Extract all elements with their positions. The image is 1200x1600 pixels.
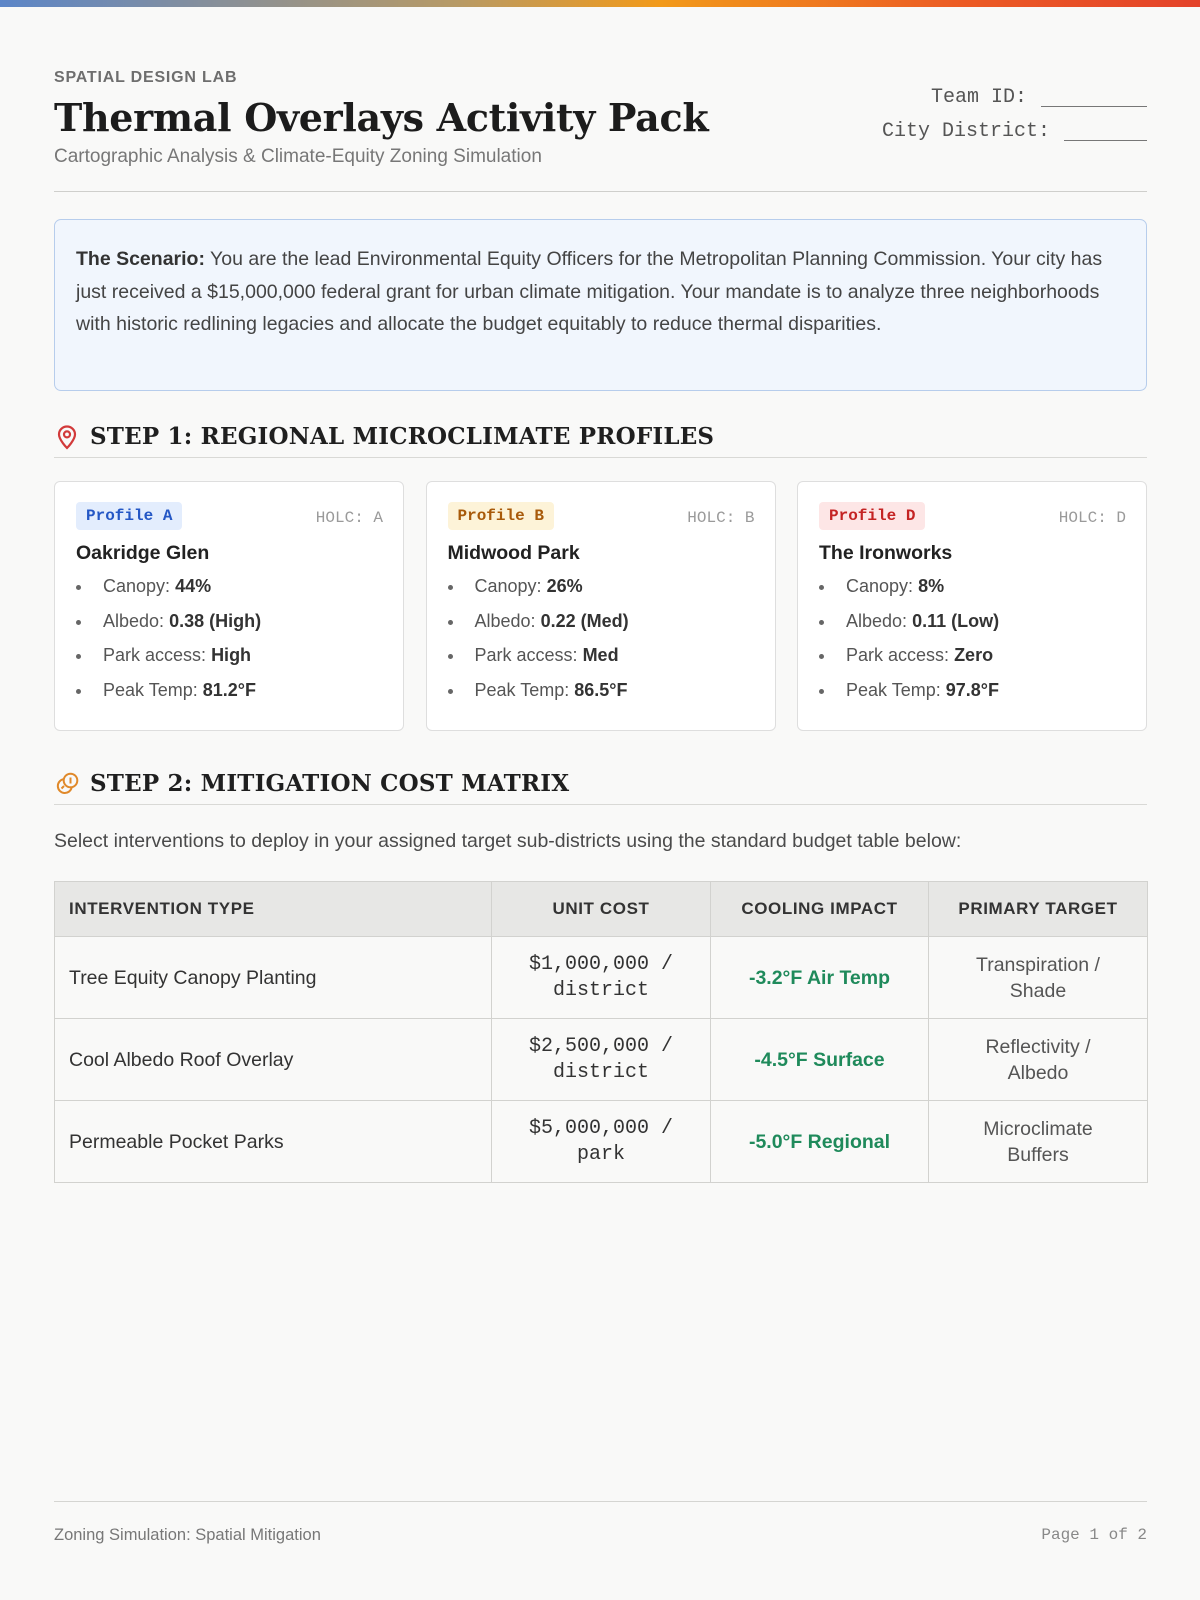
table-header-row [55,882,1148,937]
profile-stats [819,569,1126,707]
albedo-value: 0.11 (Low) [912,610,1000,631]
profile-cards [54,481,1147,731]
neighborhood-name: Midwood Park [447,542,580,564]
page-number: Page 1 of 2 [1041,1526,1147,1544]
page-title: Thermal Overlays Activity Pack [54,95,709,140]
albedo-value: 0.38 (High) [169,610,262,631]
intervention-type: Permeable Pocket Parks [55,1101,492,1183]
park-value: Zero [954,645,994,665]
list-item: Peak Temp: 86.5°F [448,673,755,708]
profile-stats [76,569,383,707]
profile-stats [448,569,755,707]
coins-icon [54,771,80,797]
map-pin-icon [54,424,80,450]
profile-card-d [797,481,1147,731]
page-footer [54,1501,1147,1561]
profile-tag: Profile B [448,502,554,530]
team-info [882,80,1147,148]
step1-header [54,416,1147,458]
canopy-value: 8% [918,576,945,596]
peak-temp-value: 81.2°F [202,679,256,700]
lab-name: SPATIAL DESIGN LAB [54,69,238,86]
primary-target: Transpiration / Shade [929,937,1148,1019]
city-district-label: City District: [881,119,1050,143]
profile-tag: Profile A [76,502,182,530]
step2-header [54,763,1147,805]
cooling-impact: -5.0°F Regional [711,1101,929,1183]
peak-temp-value: 97.8°F [945,679,999,700]
intervention-type: Tree Equity Canopy Planting [55,937,492,1019]
holc-grade: HOLC: B [687,509,755,527]
list-item: Albedo: 0.11 (Low) [819,604,1126,639]
footer-label: Zoning Simulation: Spatial Mitigation [54,1526,321,1544]
cooling-impact: -3.2°F Air Temp [711,937,929,1019]
scenario-label: The Scenario: [76,248,205,270]
profile-tag: Profile D [819,502,925,530]
list-item: Peak Temp: 81.2°F [76,673,383,708]
profile-card-a [54,481,404,731]
cost-matrix-table [54,881,1148,1183]
scenario-box [54,219,1147,391]
list-item: Albedo: 0.22 (Med) [448,604,755,639]
worksheet-page [54,0,1147,1544]
list-item: Canopy: 44% [76,569,383,604]
list-item: Canopy: 8% [819,569,1126,604]
team-id-label: Team ID: [930,85,1027,109]
column-header: PRIMARY TARGET [929,882,1148,937]
step2-instructions: Select interventions to deploy in your assigned target sub-districts using the standard budget table below: [54,830,962,852]
list-item: Peak Temp: 97.8°F [819,673,1126,708]
page-subtitle: Cartographic Analysis & Climate-Equity Zoning Simulation [54,146,542,167]
table-row [55,1101,1148,1183]
table-row [55,1019,1148,1101]
unit-cost: $5,000,000 / park [492,1101,711,1183]
page-header [54,0,1147,192]
primary-target: Reflectivity / Albedo [929,1019,1148,1101]
profile-card-b [426,481,776,731]
albedo-value: 0.22 (Med) [540,610,629,631]
table-row [55,937,1148,1019]
list-item: Park access: Zero [819,638,1126,673]
park-value: High [211,645,252,665]
list-item: Park access: Med [448,638,755,673]
canopy-value: 26% [546,576,583,596]
holc-grade: HOLC: A [315,509,383,527]
park-value: Med [582,645,619,665]
peak-temp-value: 86.5°F [574,679,628,700]
list-item: Park access: High [76,638,383,673]
column-header: COOLING IMPACT [711,882,929,937]
list-item: Albedo: 0.38 (High) [76,604,383,639]
primary-target: Microclimate Buffers [929,1101,1148,1183]
canopy-value: 44% [175,576,212,596]
column-header: INTERVENTION TYPE [55,882,492,937]
unit-cost: $2,500,000 / district [492,1019,711,1101]
team-id-field[interactable] [1041,87,1147,107]
step2-title: STEP 2: MITIGATION COST MATRIX [90,770,570,797]
unit-cost: $1,000,000 / district [492,937,711,1019]
step1-title: STEP 1: REGIONAL MICROCLIMATE PROFILES [90,423,715,450]
city-district-field[interactable] [1064,121,1147,141]
column-header: UNIT COST [492,882,711,937]
cooling-impact: -4.5°F Surface [711,1019,929,1101]
neighborhood-name: The Ironworks [819,542,953,564]
list-item: Canopy: 26% [448,569,755,604]
holc-grade: HOLC: D [1058,509,1126,527]
scenario-text: You are the lead Environmental Equity Officers for the Metropolitan Planning Commission. Your city has just received a $15,000,000 federal grant for urban climate mitigation. Your mandate is to analyze three neighborhoods with historic redlining legacies and allocate the budget equitably to reduce thermal disparities. [76,248,1103,335]
neighborhood-name: Oakridge Glen [76,542,210,564]
intervention-type: Cool Albedo Roof Overlay [55,1019,492,1101]
